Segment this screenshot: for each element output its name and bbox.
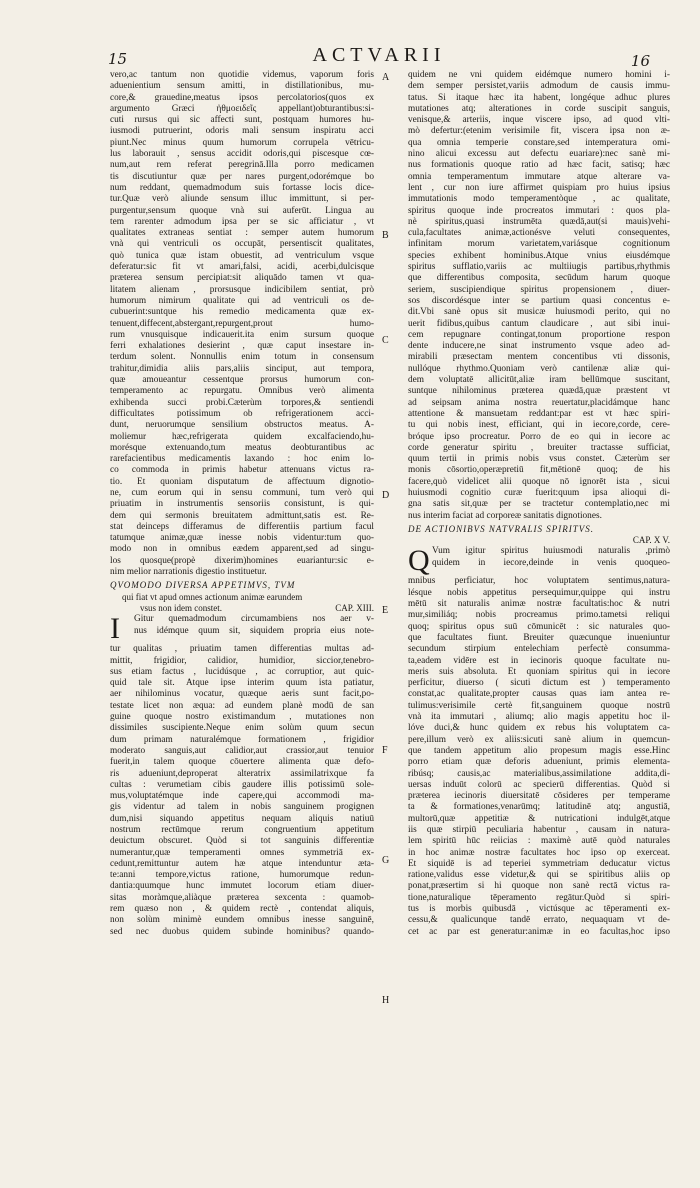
text-line: tatus. Si itaque hæc ita habent, longéque adhuc plures (408, 92, 670, 103)
text-line: numerantur,quæ temperamenti omnes symmetriā ex- (110, 847, 374, 858)
text-line: omnia temperamentum immutare atque alterare va- (408, 171, 670, 182)
text-line: deferatur:sic fit vt amari,falsi, acidi, acerbi,dulcisque (110, 262, 374, 273)
text-line: ad seipsam anima nostra reuertatur,placidámque hanc (408, 397, 670, 408)
text-line: cultas : verumetiam cibis gaudere illis potissimū sole- (110, 779, 374, 790)
text-line: dissimiles suscipiente.Neque enim solùm quum secun (110, 723, 374, 734)
text-line: mò defertur:(etenim verisimile fit, viscera ipsa non æ- (408, 126, 670, 137)
text-line: stat deinceps differamus de differentiis partium facul (110, 521, 374, 532)
text-line: mētū sit naturalis animæ nostræ facultatis:hoc & nutri (408, 599, 670, 610)
text-line: nus idémque quum sit, siquidem propria eius note- (134, 625, 374, 636)
text-line: rem quæso non , & quidem rectè , contendat aliquis, (110, 904, 374, 915)
text-line: vero,ac tantum non quotidie videmus, vaporum foris (110, 70, 374, 80)
margin-letter-a: A (382, 72, 390, 83)
text-line: lus laborauit , sensus accidit odoris,qui piscesque cœ- (110, 149, 374, 160)
text-line: nullóque rhythmo.Quoniam verò cantilenæ aliæ qui- (408, 363, 670, 374)
text-line: qualitates extraneas sentiat : semper autem humorum (110, 228, 374, 239)
chapter-13-subtitle (110, 592, 374, 603)
right-paragraph-1 (408, 70, 670, 522)
text-line: huiusmodi cognitio curæ fuerit:quum ipsa alioqui di- (408, 487, 670, 498)
text-line: aer nihilominus vocatur, quæque aeris sunt facit,po- (110, 689, 374, 700)
text-line: lóve duci,& hunc quidem ex rebus his voluptatem ca- (408, 723, 670, 734)
text-line: rarefacientibus medicamentis laxando : hoc enim lo- (110, 454, 374, 465)
text-line: spiritus quoque inde procreatos immutari : quos pla- (408, 205, 670, 216)
text-line: constat,ac qualitate,propter causas quas iam antea re- (408, 689, 670, 700)
text-line: meris suis absoluta. Et quoniam spiritus qui in iecore (408, 666, 670, 677)
text-line: cedunt,remittuntur autem hæ atque intenduntur æta- (110, 858, 374, 869)
left-paragraph-2-start (110, 612, 374, 646)
text-line: tio. Et quoniam disputatum de affectuum dignotio- (110, 476, 374, 487)
dropcap-lines (110, 614, 374, 637)
text-line: ferri exhalationes desierint , quæ caput insestare in- (110, 341, 374, 352)
chapter-13-title: QVOMODO DIVERSA APPETIMVS, TVM (110, 580, 296, 591)
text-line: aduenientium sensum amitti, in distillationibus, mu- (110, 81, 374, 92)
text-line: tur.Quæ verò aliunde sensum illuc immittunt, si per- (110, 194, 374, 205)
margin-letter-f: F (382, 745, 388, 756)
text-line: iis quæ stirpiū peculiaria habentur , causam in natura- (408, 825, 670, 835)
text-line: dum primam naturalémque formationem , frigidior (110, 734, 374, 745)
text-line: sitas moràmque,aliàque præterea sexcenta : quamob- (110, 892, 374, 903)
left-column (110, 70, 374, 938)
text-line: los quosque(propè dixerim)homines euariantur:sic e- (110, 555, 374, 566)
text-line: mur,similiáq; nobis procreamus primo.tametsi reliqui (408, 610, 670, 621)
text-line: qua omnia temperie constare,sed intemperatura omi- (408, 137, 670, 148)
text-line: exhibenda succi probi.Cæterùm torpores,& sentiendi (110, 397, 374, 408)
text-line: tus is morbis quibusdā , victúsque ac tēperamenti ex- (408, 904, 670, 915)
text-line: tu qui nobis inest, efficiant, qui in iecore,corde, cere- (408, 420, 670, 431)
text-line: mnibus perficiatur, hoc voluptatem sentimus,natura- (408, 576, 670, 587)
text-line: guine quoque nostro existimandum , mutationes non (110, 712, 374, 723)
text-line: quæ amoueantur cessentque prorsus humorum con- (110, 375, 374, 386)
text-line: ponat,præsertim si hi quoque non sanè rectā victus ra- (408, 881, 670, 892)
right-paragraph-2-start (408, 544, 670, 578)
text-line: quidem in iecore,deinde in venis quoqueo- (432, 557, 670, 568)
text-line: venisque,& arteriis, inque viscere ipso, ad quod vlti- (408, 115, 670, 126)
text-line: nino alicui excessu aut defectu euariare):nec sanè mi- (408, 149, 670, 160)
text-line: que facultates fiunt. Breuiter quæcunque inueniuntur (408, 632, 670, 643)
text-line: que tandem appetitum alio propesum magis esse.Hinc (408, 745, 670, 756)
text-line: tulimus:verisimile certè fit,sanguinem quoque nostrū (408, 700, 670, 711)
text-line: piunt.Nec minus quum humorum corrupela vētricu- (110, 137, 374, 148)
text-line: nim melior narrationis digestio instituetur. (110, 567, 267, 578)
text-line: modo non in omnibus eædem apparent,sed ad singu- (110, 544, 374, 555)
text-line: temperamento ac repurgatu. Omnibus verò alimenta (110, 386, 374, 397)
text-line: præterea iecinoris diuersitatē cōsideres per temperame (408, 791, 670, 802)
text-line: ribúsq; causis,ac materialibus,assimilatione addita,di- (408, 768, 670, 779)
text-line: difficultates potissimum ob refrigerationem acci- (110, 408, 374, 419)
text-line: Gitur quemadmodum circumambiens nos aer v- (134, 614, 374, 625)
text-line: tur qualitas , priuatim tamen differentias multas ad- (110, 644, 374, 655)
text-line: humorum nimirum qualitate qui ad ventriculi os de- (110, 295, 374, 306)
text-line: que differentibus composita, secūdum harum quoque (408, 273, 670, 284)
right-column (408, 70, 670, 938)
text-line: tione,naturalique tēperamento regātur.Quòd si spiri- (408, 892, 670, 903)
left-paragraph-1 (110, 70, 374, 578)
text-line: gna satis sit,quæ per se tractetur contemplatio,nec mi (408, 499, 670, 510)
chapter-13-heading (110, 580, 374, 591)
text-line: uerit fidibus,quibus cantum claudicare , aut sibi inui- (408, 318, 670, 329)
chapter-15-heading (408, 524, 670, 535)
chapter-13-number: CAP. XIII. (335, 602, 374, 613)
text-line: ris adueniunt,deproperat alteratrix assimilatrixque fa (110, 768, 374, 779)
text-line: dente inducere,ne sinat instrumento vsque adeo ad- (408, 341, 670, 352)
text-line: cet ac par est generatur:animæ in eo facultas,hoc ipso (408, 926, 670, 937)
text-line: quid tale sit. Atque ipse interim quum ista patiatur, (110, 678, 374, 689)
text-line: cubuerint:suntque his remedio medicamenta quæ ex- (110, 307, 374, 318)
text-line: nè spiritus,quasi instrumēta quædā,aut(si mauis)vehi- (408, 216, 670, 227)
text-line: ratione,validus esse videtur,& qui se spiritibus aliis op (408, 870, 670, 881)
text-line: vnà qui ventriculi os occupāt, persentiscit qualitates, (110, 239, 374, 250)
text-line: deuictum obscuret. Quòd si tot sanguinis differentiæ (110, 836, 374, 847)
margin-letter-e: E (382, 605, 389, 616)
chapter-13-subtitle-2 (110, 603, 374, 614)
text-line: dem qui sermonis breuitatem admittunt,satis est. Re- (110, 510, 374, 521)
text-line: porro etiam quæ deforis adueniunt, primis elementa- (408, 757, 670, 768)
margin-letter-c: C (382, 335, 389, 346)
text-line: tatumque animæ,quæ inesse nobis videntur:tum quo- (110, 533, 374, 544)
text-line: suntque nihilominus præterea quædā,quæ præstent vt (408, 386, 670, 397)
chapter-15-number-line (408, 535, 670, 546)
margin-letter-g: G (382, 855, 390, 866)
margin-letter-h: H (382, 995, 390, 1006)
text-line: ta & formationes,venarūmq; latitudinē atq; angustiā, (408, 802, 670, 813)
text-line: ne, cum eorum qui in sensu communi, tum verò qui (110, 487, 374, 498)
text-line: trahitur,dimidia aliis pars,aliis sinciput, aut tempora, (110, 363, 374, 374)
text-line: cessu,& qualicunque tandē errato, nequaquam vt de- (408, 915, 670, 926)
text-line: dem semper persistet,variis admodum de causis immu- (408, 81, 670, 92)
text-line: mus,voluptatémque inde capere,qui accommodi ma- (110, 791, 374, 802)
dropcap-lines (408, 546, 670, 569)
text-line: tem rarenter admodum ipsa per se sic afficiatur , vt (110, 216, 374, 227)
text-line: te:anni tempore,victus ratione, humorumque redun- (110, 870, 374, 881)
text-line: immutationis modo temperamentòque , ac qualitate, (408, 194, 670, 205)
page-number-right: 16 (630, 52, 650, 70)
text-line: terdum solent. Nonnullis enim totum in consensum (110, 352, 374, 363)
text-line: species exhibent hominibus.Atque vnius eiusdémque (408, 250, 670, 261)
margin-letter-b: B (382, 230, 389, 241)
text-line: non solùm minimè eundem omnibus inesse sanguinē, (110, 915, 374, 926)
text-line: cula,facultates animæ,actionésve veluti consequentes, (408, 228, 670, 239)
text-line: dem voluptatē allicitūt,aliæ iram bellūmque suscitant, (408, 375, 670, 386)
text-line: num reddant, quemadmodum suis fortasse locis dice- (110, 182, 374, 193)
text-line: quò tunica quæ istam obuestit, ad ventriculum vsque (110, 250, 374, 261)
text-line: priuatim in instrumentis sensoriis consistunt, is qui- (110, 499, 374, 510)
text-line: core,& grauedine,meatus ipsos percolatorios(quos ex (110, 92, 374, 103)
text-line: quoq; spiritus opus suū cōmunicēt : sic naturales quo- (408, 621, 670, 632)
chapter-15-title: DE ACTIONIBVS NATVRALIS SPIRITVS. (408, 523, 594, 534)
text-line: Vum igitur spiritus huiusmodi naturalis ,primò (432, 546, 670, 557)
text-line: multorū,quæ appetitiæ & nutricationi indulgēt,atque (408, 813, 670, 824)
text-line: pere,illum verò ex aliis:sicuti sanè alium in quemcun- (408, 734, 670, 745)
text-line: nus interim faciat ad corporeæ sanitatis dignotiones. (408, 510, 602, 521)
chapter-13-subtitle-line-1: qui fiat vt apud omnes actionum animæ earundem (122, 591, 303, 602)
text-line: moderato sanguis,aut calidior,aut crassior,aut tenuior (110, 745, 374, 756)
running-title: ACTVARII (312, 44, 446, 66)
text-line: cuti rursus qui sic affecti sunt, postquam humores hu- (110, 115, 374, 126)
dropcap-i: I (110, 612, 120, 646)
text-line: rum vnusquisque indicauerit.ita enim sursum quoque (110, 329, 374, 340)
text-line: seriem, suscipiendique spiritus propensionem , diuer- (408, 284, 670, 295)
text-line: fuerit,in talem quoque cōuertere alimenta quæ defo- (110, 757, 374, 768)
text-line: lésque nobis appetitus persequimur,quippe qui instru (408, 587, 670, 598)
text-line: moliemur hæc,refrigerata quidem excalfaciendo,hu- (110, 431, 374, 442)
text-line: in hoc animæ nostræ facultates hoc ipso op exerceat. (408, 847, 670, 858)
text-line: ta,eadem vidēre est in iecinoris quoque facultate nu- (408, 655, 670, 666)
left-paragraph-2 (110, 644, 374, 938)
text-line: tenuent,diffecent,abstergant,repurgent,prout humo- (110, 318, 374, 329)
text-line: mittit, frigidior, calidior, humidior, siccior,tenebro- (110, 655, 374, 666)
text-line: cem repugnare contingat,tonum proportione respon (408, 329, 670, 340)
text-line: sed nec duobus quidem subinde hominibus? quando- (110, 926, 374, 937)
text-line: lem spiritū hūc reiicias : maximè autē quòd naturales (408, 836, 670, 847)
chapter-15-number: CAP. X V. (632, 535, 670, 546)
running-header (100, 42, 658, 72)
text-line: dum,nisi siquando appetitus nequam aliquis natiuū (110, 813, 374, 824)
text-line: uersas induūt colorū ac specierū differentias. Quòd si (408, 779, 670, 790)
text-line: sus etiam factus , lucidúsque , ac corruptior, aut quic- (110, 666, 374, 677)
text-line: num,aut rem referat peregrinā.Illa porro medicamen (110, 160, 374, 171)
text-line: tis discutiuntur quæ per nares purgent,odorémque bo (110, 171, 374, 182)
margin-letter-d: D (382, 490, 390, 501)
text-line: infinitam morum varietatem,variásque cognitionum (408, 239, 670, 250)
text-line: mutationes atq; alterationes in corde suscipit sanguis, (408, 103, 670, 114)
text-line: purgentur,sensum quoque vnà sui auferūt. Lingua au (110, 205, 374, 216)
text-line: sos discordésque inter se partium quasi concentus e- (408, 295, 670, 306)
text-line: spiritus sufflatio,variis ac multiiugis partibus,rhythmis (408, 262, 670, 273)
chapter-13-subtitle-line-2: vsus non idem constet. (140, 602, 222, 613)
text-line: morésque extenuando,tum meatus deobturantibus ac (110, 442, 374, 453)
text-line: vnà ita immutari , aliumq; alio magis appetitu hoc il- (408, 712, 670, 723)
page-number-left: 15 (108, 50, 128, 68)
text-line: dit.Vbi sanè opus sit musicæ huiusmodi perito, qui no (408, 307, 670, 318)
text-line: lent , cur non iure affirmet quispiam pro huius ipsius (408, 182, 670, 193)
text-line: corde generatur spiritu , breuiter tractasse sufficiat, (408, 442, 670, 453)
text-line: mirabili præsectam mentem concentibus vti dissonis, (408, 352, 670, 363)
text-line: litatem alienam , prorsusque indicibilem sentiat, prò (110, 284, 374, 295)
text-line: argumento Græci ἠθμοειδεῖς appellant)obturantibus:si- (110, 103, 374, 114)
text-line: gis videntur ad talem in nobis sanguinem progignen (110, 802, 374, 813)
text-line: dantia:quumque hunc immutet locorum etiam diuer- (110, 881, 374, 892)
dropcap-q: Q (408, 544, 430, 578)
text-line: dunt, neruorumque sensilium obstructos meatus. A- (110, 420, 374, 431)
right-paragraph-2 (408, 576, 670, 938)
text-line: iusmodi putruerint, odoris mali sensum inspiratu acci (110, 126, 374, 137)
text-line: facere,quò videlicet alii quoque nō ignorēt ista , sicui (408, 476, 670, 487)
text-line: bróque ipso procreatur. Porro de eo qui in iecore ac (408, 431, 670, 442)
text-line: secundum stirpium entelechiam perfectè consumma- (408, 644, 670, 655)
text-line: nostrum rectūmque rerum congruentium appetitum (110, 825, 374, 835)
text-line: nus formationis quoque ratio ad hæc facit, satisq; hæc (408, 160, 670, 171)
text-line: quum tertii in primis nobis vsus constet. Cæterùm ser (408, 454, 670, 465)
text-line: monis cōsortio,operæpretiū fit,mētionē quoq; de his (408, 465, 670, 476)
text-line: quidem ne vni quidem eidémque numero homini i- (408, 70, 670, 80)
text-line: attentione & mansuetam reddant:par est vt hæc spiri- (408, 408, 670, 419)
text-line: co commoda in primis habetur attenuans victus ra- (110, 465, 374, 476)
text-line: testate licet non æqua: ad eundem planè modū de san (110, 700, 374, 711)
text-line: Et siquidē is ad teperiei symmetriam deducatur victus (408, 858, 670, 869)
text-line: præterea sensum percipiat:sit aliquādo tamen vt qua- (110, 273, 374, 284)
text-line: perficitur, diuerso ( sicuti dictum est ) temperamento (408, 678, 670, 689)
